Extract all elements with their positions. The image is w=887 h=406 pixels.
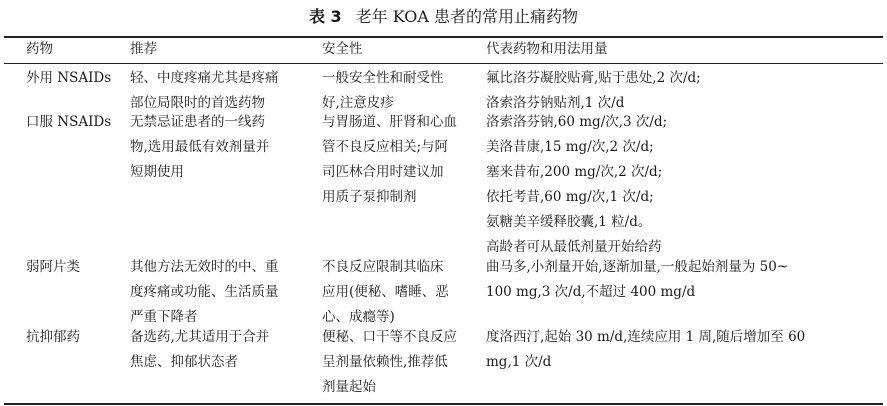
top-rule: [4, 36, 883, 38]
cell-line: mg,1 次/d: [486, 354, 552, 370]
cell-line: 曲马多,小剂量开始,逐渐加量,一般起始剂量为 50~: [486, 259, 789, 275]
table-title: 老年 KOA 患者的常用止痛药物: [355, 7, 579, 26]
cell-line: 心、成瘾等): [322, 309, 395, 325]
cell-line: 用质子泵抑制剂: [322, 189, 417, 205]
row-oral-nsaids-usage: [486, 110, 858, 260]
row-topical-nsaids-safety: [322, 66, 470, 116]
cell-line: 洛索洛芬钠,60 mg/次,3 次/d;: [486, 114, 668, 130]
cell-line: 氟比洛芬凝胶贴膏,贴于患处,2 次/d;: [486, 70, 701, 86]
row-antidepressants-recommendation: [130, 325, 306, 375]
row-oral-nsaids-safety: [322, 110, 470, 210]
cell-line: 无禁忌证患者的一线药: [130, 114, 265, 130]
cell-line: 司匹林合用时建议加: [322, 164, 444, 180]
cell-line: 便秘、口干等不良反应: [322, 329, 457, 345]
cell-line: 度疼痛或功能、生活质量: [130, 284, 279, 300]
header-recommendation: 推荐: [130, 41, 157, 57]
header-safety: 安全性: [322, 41, 363, 57]
cell-line: 短期使用: [130, 164, 184, 180]
cell-line: 部位局限时的首选药物: [130, 95, 265, 111]
cell-line: 严重下降者: [130, 309, 198, 325]
cell-line: 管不良反应相关;与阿: [322, 139, 449, 155]
cell-line: 备选药,尤其适用于合并: [130, 329, 270, 345]
row-topical-nsaids-drug: 外用 NSAIDs: [26, 70, 112, 86]
bottom-rule: [4, 403, 883, 405]
row-weak-opioids-safety: [322, 255, 470, 330]
cell-line: 轻、中度疼痛尤其是疼痛: [130, 70, 279, 86]
cell-line: 物,选用最低有效剂量并: [130, 139, 270, 155]
header-drug: 药物: [26, 41, 53, 57]
table-caption: [0, 6, 887, 28]
row-weak-opioids-usage: [486, 255, 858, 305]
cell-line: 应用(便秘、嗜睡、恶: [322, 284, 449, 300]
row-topical-nsaids-recommendation: [130, 66, 306, 116]
cell-line: 一般安全性和耐受性: [322, 70, 444, 86]
cell-line: 氨糖美辛缓释胶囊,1 粒/d。: [486, 214, 652, 230]
header-rule: [4, 63, 883, 64]
cell-line: 美洛昔康,15 mg/次,2 次/d;: [486, 139, 654, 155]
row-weak-opioids-recommendation: [130, 255, 306, 330]
row-antidepressants-safety: [322, 325, 470, 400]
cell-line: 其他方法无效时的中、重: [130, 259, 279, 275]
cell-line: 度洛西汀,起始 30 m/d,连续应用 1 周,随后增加至 60: [486, 329, 806, 345]
cell-line: 剂量起始: [322, 379, 376, 395]
cell-line: 呈剂量依赖性,推荐低: [322, 354, 448, 370]
cell-line: 与胃肠道、肝肾和心血: [322, 114, 457, 130]
cell-line: 焦虑、抑郁状态者: [130, 354, 238, 370]
cell-line: 依托考昔,60 mg/次,1 次/d;: [486, 189, 654, 205]
cell-line: 塞来昔布,200 mg/次,2 次/d;: [486, 164, 663, 180]
row-antidepressants-usage: [486, 325, 858, 375]
header-usage: 代表药物和用法用量: [486, 41, 608, 57]
cell-line: 不良反应限制其临床: [322, 259, 444, 275]
row-antidepressants-drug: 抗抑郁药: [26, 329, 80, 345]
row-oral-nsaids-drug: 口服 NSAIDs: [26, 114, 112, 130]
cell-line: 洛索洛芬钠贴剂,1 次/d: [486, 95, 625, 111]
cell-line: 好,注意皮疹: [322, 95, 394, 111]
cell-line: 100 mg,3 次/d,不超过 400 mg/d: [486, 284, 696, 300]
table-number: 表 3: [308, 7, 342, 26]
row-weak-opioids-drug: 弱阿片类: [26, 259, 80, 275]
row-topical-nsaids-usage: [486, 66, 858, 116]
row-oral-nsaids-recommendation: [130, 110, 306, 185]
cell-line: 高龄者可从最低剂量开始给药: [486, 239, 662, 255]
